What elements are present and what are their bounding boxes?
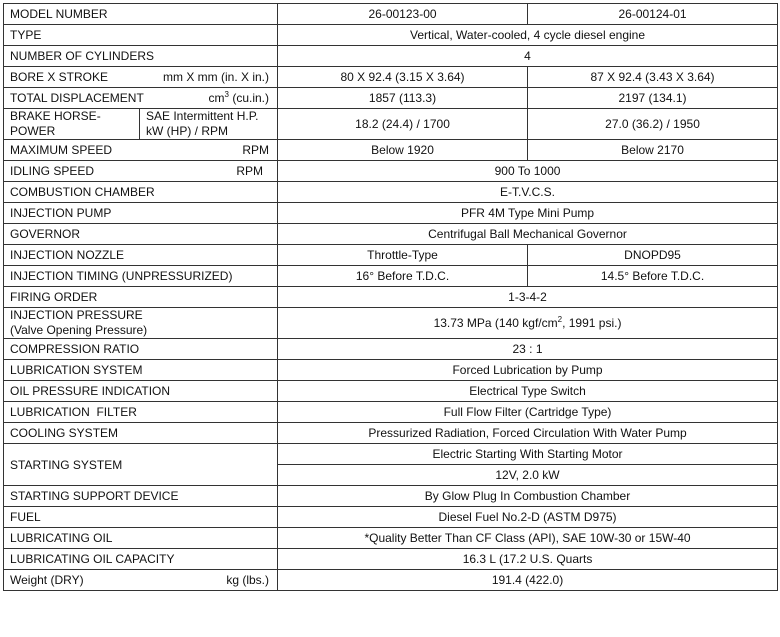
- value-firing-order: 1-3-4-2: [278, 287, 778, 308]
- label-weight-cell: [4, 570, 278, 591]
- row-cooling: [4, 423, 778, 444]
- row-fuel: [4, 507, 778, 528]
- label-max-speed: MAXIMUM SPEED: [10, 143, 113, 157]
- row-nozzle: [4, 245, 778, 266]
- value-oil-capacity: 16.3 L (17.2 U.S. Quarts: [278, 549, 778, 570]
- model-a-brake-hp: 18.2 (24.4) / 1700: [278, 109, 528, 140]
- value-cylinders: 4: [278, 46, 778, 67]
- row-cylinders: [4, 46, 778, 67]
- label-combustion: COMBUSTION CHAMBER: [4, 182, 278, 203]
- model-b-max-speed: Below 2170: [528, 140, 778, 161]
- label-displacement-cell: [4, 88, 278, 109]
- value-lube-system: Forced Lubrication by Pump: [278, 360, 778, 381]
- value-starting-rating: 12V, 2.0 kW: [278, 465, 778, 486]
- label-bore-stroke-cell: [4, 67, 278, 88]
- model-a-bore-stroke: 80 X 92.4 (3.15 X 3.64): [278, 67, 528, 88]
- model-b-nozzle: DNOPD95: [528, 245, 778, 266]
- row-injection-pump: [4, 203, 778, 224]
- row-firing-order: [4, 287, 778, 308]
- value-weight: 191.4 (422.0): [278, 570, 778, 591]
- engine-spec-table: [3, 3, 778, 591]
- value-type: Vertical, Water-cooled, 4 cycle diesel engine: [278, 25, 778, 46]
- value-lube-oil: *Quality Better Than CF Class (API), SAE 10W-30 or 15W-40: [278, 528, 778, 549]
- unit-weight: kg (lbs.): [226, 573, 270, 587]
- row-bore-stroke: [4, 67, 778, 88]
- label-fuel: FUEL: [4, 507, 278, 528]
- model-a-nozzle: Throttle-Type: [278, 245, 528, 266]
- label-starting: STARTING SYSTEM: [4, 444, 278, 486]
- row-weight: [4, 570, 778, 591]
- label-max-speed-cell: [4, 140, 278, 161]
- value-compression: 23 : 1: [278, 339, 778, 360]
- row-start-support: [4, 486, 778, 507]
- label-start-support: STARTING SUPPORT DEVICE: [4, 486, 278, 507]
- unit-bore-stroke: mm X mm (in. X in.): [163, 70, 270, 84]
- label-injection-pump: INJECTION PUMP: [4, 203, 278, 224]
- label-type: TYPE: [4, 25, 278, 46]
- unit-max-speed: RPM: [242, 143, 270, 157]
- row-oil-pressure: [4, 381, 778, 402]
- value-fuel: Diesel Fuel No.2-D (ASTM D975): [278, 507, 778, 528]
- model-a-displacement: 1857 (113.3): [278, 88, 528, 109]
- model-a-max-speed: Below 1920: [278, 140, 528, 161]
- label-displacement: TOTAL DISPLACEMENT: [10, 91, 144, 105]
- model-b-number: 26-00124-01: [528, 4, 778, 25]
- label-weight: Weight (DRY): [10, 573, 84, 587]
- row-brake-hp: [4, 109, 778, 140]
- sub-label-brake-hp: SAE Intermittent H.P. kW (HP) / RPM: [140, 109, 278, 140]
- label-idle-speed-cell: [4, 161, 278, 182]
- row-lube-oil: [4, 528, 778, 549]
- label-lube-filter: LUBRICATION FILTER: [4, 402, 278, 423]
- value-combustion: E-T.V.C.S.: [278, 182, 778, 203]
- unit-idle-speed: RPM: [236, 164, 264, 178]
- model-a-number: 26-00123-00: [278, 4, 528, 25]
- row-displacement: [4, 88, 778, 109]
- label-cylinders: NUMBER OF CYLINDERS: [4, 46, 278, 67]
- label-firing-order: FIRING ORDER: [4, 287, 278, 308]
- row-combustion: [4, 182, 778, 203]
- label-injection-pressure: INJECTION PRESSURE (Valve Opening Pressure): [4, 308, 278, 339]
- row-lube-filter: [4, 402, 778, 423]
- label-governor: GOVERNOR: [4, 224, 278, 245]
- row-timing: [4, 266, 778, 287]
- row-lube-system: [4, 360, 778, 381]
- value-injection-pump: PFR 4M Type Mini Pump: [278, 203, 778, 224]
- row-model-number: [4, 4, 778, 25]
- row-compression: [4, 339, 778, 360]
- model-b-bore-stroke: 87 X 92.4 (3.43 X 3.64): [528, 67, 778, 88]
- label-cooling: COOLING SYSTEM: [4, 423, 278, 444]
- label-compression: COMPRESSION RATIO: [4, 339, 278, 360]
- label-oil-capacity: LUBRICATING OIL CAPACITY: [4, 549, 278, 570]
- label-timing: INJECTION TIMING (UNPRESSURIZED): [4, 266, 278, 287]
- row-injection-pressure: [4, 308, 778, 339]
- model-b-brake-hp: 27.0 (36.2) / 1950: [528, 109, 778, 140]
- value-injection-pressure: 13.73 MPa (140 kgf/$cm^2$, 1991 psi.): [278, 308, 778, 339]
- row-governor: [4, 224, 778, 245]
- label-lube-system: LUBRICATION SYSTEM: [4, 360, 278, 381]
- row-max-speed: [4, 140, 778, 161]
- model-b-displacement: 2197 (134.1): [528, 88, 778, 109]
- label-nozzle: INJECTION NOZZLE: [4, 245, 278, 266]
- value-governor: Centrifugal Ball Mechanical Governor: [278, 224, 778, 245]
- label-oil-pressure: OIL PRESSURE INDICATION: [4, 381, 278, 402]
- row-idle-speed: [4, 161, 778, 182]
- label-bore-stroke: BORE X STROKE: [10, 70, 109, 84]
- unit-displacement: $cm^3$ (cu.in.): [208, 90, 270, 105]
- value-start-support: By Glow Plug In Combustion Chamber: [278, 486, 778, 507]
- value-starting-method: Electric Starting With Starting Motor: [278, 444, 778, 465]
- label-brake-hp: BRAKE HORSE- POWER: [4, 109, 140, 140]
- model-b-timing: 14.5° Before T.D.C.: [528, 266, 778, 287]
- value-lube-filter: Full Flow Filter (Cartridge Type): [278, 402, 778, 423]
- value-idle-speed: 900 To 1000: [278, 161, 778, 182]
- label-model-number: MODEL NUMBER: [4, 4, 278, 25]
- value-oil-pressure: Electrical Type Switch: [278, 381, 778, 402]
- row-type: [4, 25, 778, 46]
- value-cooling: Pressurized Radiation, Forced Circulation With Water Pump: [278, 423, 778, 444]
- model-a-timing: 16° Before T.D.C.: [278, 266, 528, 287]
- label-lube-oil: LUBRICATING OIL: [4, 528, 278, 549]
- row-oil-capacity: [4, 549, 778, 570]
- row-starting-1: [4, 444, 778, 465]
- label-idle-speed: IDLING SPEED: [10, 164, 95, 178]
